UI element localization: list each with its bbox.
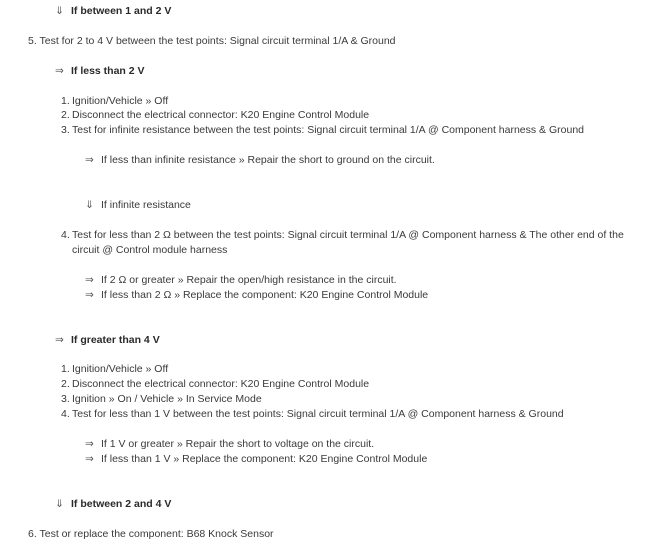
step-text: Disconnect the electrical connector: K20 Engine Control Module	[72, 378, 370, 390]
branch-greater-than-4v	[55, 333, 160, 347]
step-text: Ignition/Vehicle » Off	[72, 363, 169, 375]
branch-between-2-4	[55, 497, 171, 511]
less2-step-4-continued	[72, 243, 227, 257]
step-text: Test for 2 to 4 V between the test points: Signal circuit terminal 1/A & Ground	[39, 35, 396, 47]
result-text: If less than 1 V » Replace the component: K20 Engine Control Module	[101, 453, 428, 465]
branch-between-1-2	[55, 4, 171, 18]
result-text: If infinite resistance	[101, 199, 191, 211]
less2-result-less-than-2ohm	[85, 288, 428, 302]
greater4-result-1v-or-greater	[85, 437, 374, 451]
step-number: 3.	[61, 393, 70, 405]
right-arrow-icon: ⇒	[85, 154, 94, 166]
step-number: 6.	[28, 528, 37, 540]
step-number: 3.	[61, 124, 70, 136]
right-arrow-icon: ⇒	[55, 65, 64, 77]
branch-label: If greater than 4 V	[71, 334, 160, 346]
step-text: Test for less than 1 V between the test points: Signal circuit terminal 1/A @ Component harness & Ground	[72, 408, 564, 420]
down-arrow-icon: ⇓	[55, 498, 64, 510]
step-text: circuit @ Control module harness	[72, 244, 228, 256]
step-text: Test for infinite resistance between the test points: Signal circuit terminal 1/A @ Component harness & Ground	[72, 124, 585, 136]
step-text: Test or replace the component: B68 Knock Sensor	[39, 528, 274, 540]
branch-label: If between 2 and 4 V	[71, 498, 172, 510]
right-arrow-icon: ⇒	[85, 274, 94, 286]
less2-result-infinite	[85, 198, 191, 212]
step-number: 4.	[61, 408, 70, 420]
down-arrow-icon: ⇓	[85, 199, 94, 211]
branch-less-than-2v	[55, 64, 145, 78]
step-number: 2.	[61, 378, 70, 390]
greater4-result-less-than-1v	[85, 452, 427, 466]
result-text: If less than 2 Ω » Replace the component: K20 Engine Control Module	[101, 289, 429, 301]
branch-label: If between 1 and 2 V	[71, 5, 172, 17]
less2-result-less-than-infinite	[85, 153, 435, 167]
less2-step-3	[61, 123, 584, 137]
step-number: 2.	[61, 109, 70, 121]
step-text: Disconnect the electrical connector: K20 Engine Control Module	[72, 109, 370, 121]
greater4-step-2	[61, 377, 369, 391]
less2-result-2ohm-or-greater	[85, 273, 397, 287]
branch-label: If less than 2 V	[71, 65, 145, 77]
step-number: 1.	[61, 363, 70, 375]
step-text: Ignition/Vehicle » Off	[72, 95, 169, 107]
right-arrow-icon: ⇒	[85, 453, 94, 465]
less2-step-4	[61, 228, 624, 242]
step-number: 1.	[61, 95, 70, 107]
step-text: Test for less than 2 Ω between the test points: Signal circuit terminal 1/A @ Component harness & The other end of the	[72, 229, 624, 241]
less2-step-1	[61, 94, 168, 108]
less2-step-2	[61, 108, 369, 122]
step-number: 4.	[61, 229, 70, 241]
right-arrow-icon: ⇒	[55, 334, 64, 346]
step-6	[28, 527, 274, 541]
result-text: If 2 Ω or greater » Repair the open/high resistance in the circuit.	[101, 274, 397, 286]
step-number: 5.	[28, 35, 37, 47]
result-text: If 1 V or greater » Repair the short to voltage on the circuit.	[101, 438, 375, 450]
greater4-step-1	[61, 362, 168, 376]
result-text: If less than infinite resistance » Repair the short to ground on the circuit.	[101, 154, 435, 166]
down-arrow-icon: ⇓	[55, 5, 64, 17]
greater4-step-3	[61, 392, 262, 406]
step-text: Ignition » On / Vehicle » In Service Mode	[72, 393, 262, 405]
right-arrow-icon: ⇒	[85, 438, 94, 450]
greater4-step-4	[61, 407, 564, 421]
right-arrow-icon: ⇒	[85, 289, 94, 301]
step-5	[28, 34, 396, 48]
